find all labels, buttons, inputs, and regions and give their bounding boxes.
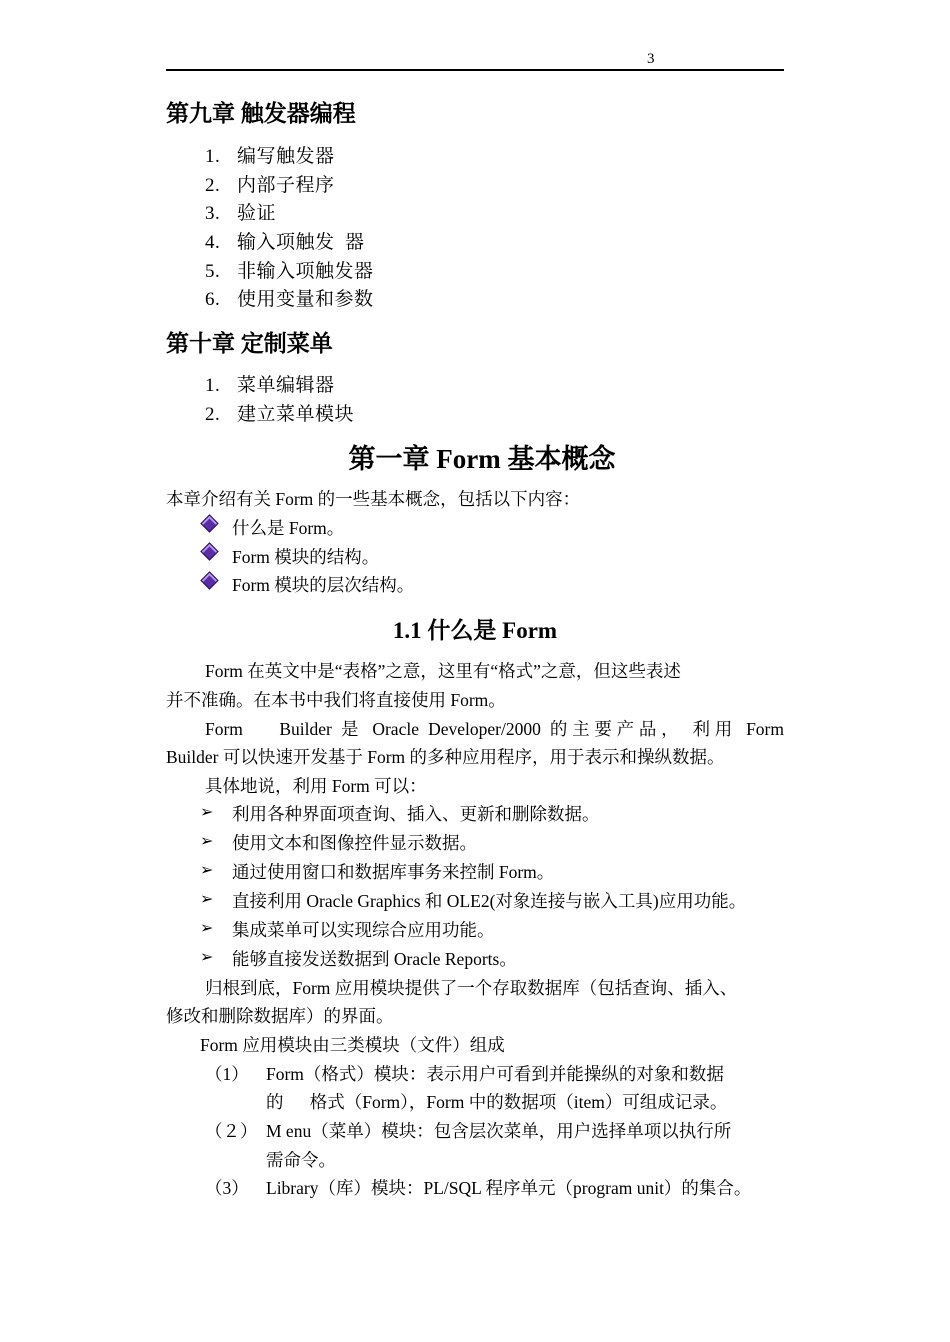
bullet-item: 什么是 Form。 (232, 518, 345, 538)
list-item (205, 170, 335, 197)
item-number: 6. (205, 289, 221, 310)
item-number: 2. (205, 175, 221, 196)
item-number: 4. (205, 232, 221, 253)
list-item: 集成菜单可以实现综合应用功能。 (232, 920, 495, 940)
list-item (205, 256, 374, 283)
item-text: 菜单编辑器 (237, 375, 335, 396)
list-item (205, 141, 335, 168)
module-number: （3） (205, 1178, 249, 1198)
arrow-bullet-icon: ➢ (200, 918, 214, 937)
list-item (205, 227, 365, 254)
module-number: （２） (205, 1121, 258, 1141)
item-number: 1. (205, 375, 221, 396)
list-item: 通过使用窗口和数据库事务来控制 Form。 (232, 862, 555, 882)
page-number: 3 (647, 51, 655, 67)
list-item (205, 284, 374, 311)
module-text: Library（库）模块：PL/SQL 程序单元（program unit）的集合。 (266, 1178, 752, 1198)
paragraph-line: 具体地说，利用 Form 可以： (205, 776, 427, 796)
arrow-bullet-icon: ➢ (200, 947, 214, 966)
paragraph-line: 修改和删除数据库）的界面。 (166, 1006, 394, 1026)
arrow-bullet-icon: ➢ (200, 802, 214, 821)
paragraph-line: Form 应用模块由三类模块（文件）组成 (200, 1035, 505, 1055)
list-item (205, 399, 354, 426)
item-number: 5. (205, 261, 221, 282)
arrow-bullet-icon: ➢ (200, 860, 214, 879)
paragraph-line: Builder 可以快速开发基于 Form 的多种应用程序，用于表示和操纵数据。 (166, 747, 725, 767)
paragraph-line: Form 在英文中是“表格”之意，这里有“格式”之意，但这些表述 (205, 661, 681, 681)
chapter1-intro: 本章介绍有关 Form 的一些基本概念，包括以下内容： (166, 489, 581, 509)
paragraph-line: 归根到底，Form 应用模块提供了一个存取数据库（包括查询、插入、 (205, 978, 738, 998)
item-number: 2. (205, 404, 221, 425)
module-text: 需命令。 (266, 1150, 336, 1170)
paragraph-line: 并不准确。在本书中我们将直接使用 Form。 (166, 690, 506, 710)
module-text: Form（格式）模块：表示用户可看到并能操纵的对象和数据 (266, 1064, 724, 1084)
item-text: 内部子程序 (237, 175, 335, 196)
item-text: 建立菜单模块 (237, 404, 355, 425)
chapter10-heading: 第十章 定制菜单 (166, 331, 333, 356)
item-number: 3. (205, 203, 221, 224)
paragraph-line: Form Builder 是 Oracle Developer/2000 的主要产品， 利用 Form (205, 719, 784, 739)
bullet-item: Form 模块的层次结构。 (232, 575, 415, 595)
module-text: 的 格式（Form），Form 中的数据项（item）可组成记录。 (266, 1092, 728, 1112)
list-item: 利用各种界面项查询、插入、更新和删除数据。 (232, 804, 600, 824)
diamond-bullet-icon (200, 542, 218, 560)
item-text: 验证 (237, 203, 277, 224)
list-item (205, 198, 276, 225)
list-item: 使用文本和图像控件显示数据。 (232, 833, 477, 853)
arrow-bullet-icon: ➢ (200, 831, 214, 850)
list-item (205, 370, 335, 397)
arrow-bullet-icon: ➢ (200, 889, 214, 908)
section-title: 1.1 什么是 Form (392, 618, 558, 643)
item-text: 输入项触发 器 (237, 232, 365, 253)
module-number: （1） (205, 1064, 249, 1084)
chapter1-title: 第一章 Form 基本概念 (348, 444, 616, 474)
diamond-bullet-icon (200, 514, 218, 532)
bullet-item: Form 模块的结构。 (232, 547, 380, 567)
list-item: 直接利用 Oracle Graphics 和 OLE2(对象连接与嵌入工具)应用功能。 (232, 891, 747, 911)
item-text: 非输入项触发器 (237, 261, 374, 282)
item-text: 使用变量和参数 (237, 289, 374, 310)
diamond-bullet-icon (200, 571, 218, 589)
list-item: 能够直接发送数据到 Oracle Reports。 (232, 949, 517, 969)
item-number: 1. (205, 146, 221, 167)
item-text: 编写触发器 (237, 146, 335, 167)
module-text: M enu（菜单）模块：包含层次菜单，用户选择单项以执行所 (266, 1121, 732, 1141)
chapter9-heading: 第九章 触发器编程 (166, 101, 356, 126)
header-rule (166, 69, 784, 71)
